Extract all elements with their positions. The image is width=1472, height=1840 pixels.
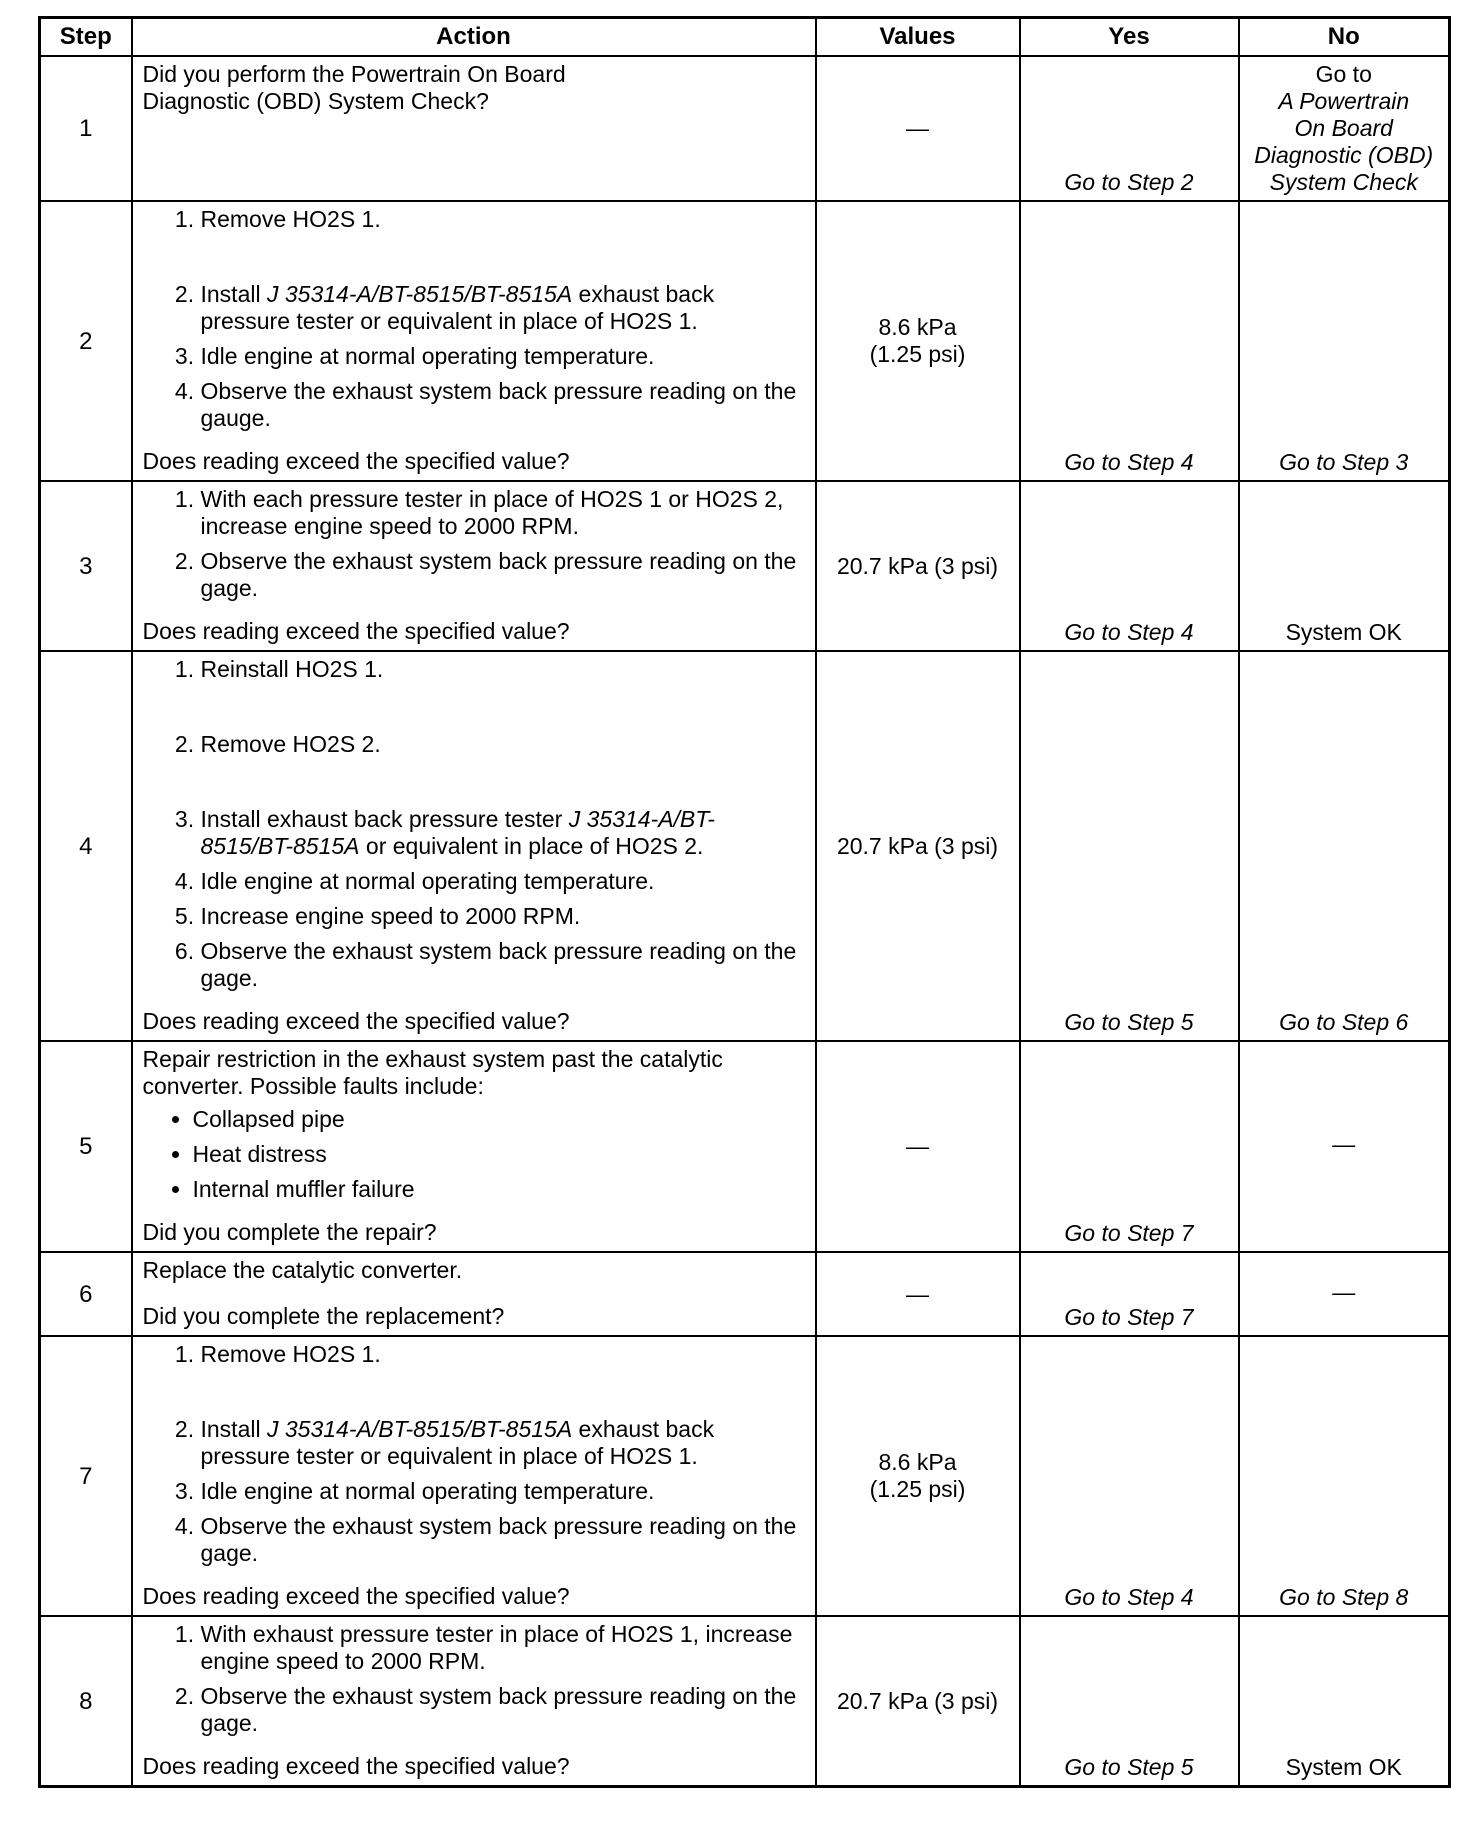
values-cell: 20.7 kPa (3 psi) — [816, 1616, 1020, 1787]
action-item: 1. Remove HO2S 1. — [201, 1341, 807, 1368]
action-item: 1. Reinstall HO2S 1. — [201, 656, 807, 683]
step-number: 2 — [40, 201, 132, 481]
action-question: Did you perform the Powertrain On Board Diagnostic (OBD) System Check? — [142, 61, 566, 114]
action-item: 6. Observe the exhaust system back pressure reading on the gage. — [201, 938, 807, 992]
yes-cell: Go to Step 4 — [1020, 1336, 1239, 1616]
values-cell: 20.7 kPa (3 psi) — [816, 651, 1020, 1041]
action-item: 3. Idle engine at normal operating temperature. — [201, 343, 807, 370]
header-yes: Yes — [1020, 18, 1239, 57]
diagnostic-table — [38, 16, 1451, 1788]
yes-cell: Go to Step 5 — [1020, 651, 1239, 1041]
table-row — [40, 201, 1450, 481]
action-question: Does reading exceed the specified value? — [142, 1753, 570, 1779]
yes-cell: Go to Step 7 — [1020, 1252, 1239, 1336]
step-number: 4 — [40, 651, 132, 1041]
action-item: 1. Remove HO2S 1. — [201, 206, 807, 233]
fault-item: • Internal muffler failure — [193, 1176, 807, 1203]
tool-number: J 35314-A/BT-8515/BT-8515A — [266, 1416, 573, 1442]
action-intro: Repair restriction in the exhaust system past the catalytic converter. Possible faults include: — [142, 1046, 723, 1099]
table-row — [40, 651, 1450, 1041]
action-item: 1. With each pressure tester in place of HO2S 1 or HO2S 2, increase engine speed to 2000 RPM. — [201, 486, 807, 540]
yes-cell: Go to Step 4 — [1020, 481, 1239, 651]
action-item: 1. With exhaust pressure tester in place of HO2S 1, increase engine speed to 2000 RPM. — [201, 1621, 807, 1675]
action-item: 2. Remove HO2S 2. — [201, 731, 807, 758]
header-values: Values — [816, 18, 1020, 57]
action-cell — [132, 481, 816, 651]
no-line: Diagnostic (OBD) — [1254, 142, 1434, 168]
action-cell — [132, 56, 816, 201]
no-cell: System OK — [1239, 481, 1450, 651]
action-item: 3. Install exhaust back pressure tester J 35314-A/BT-8515/BT-8515A or equivalent in place of HO2S 2. — [201, 806, 807, 860]
action-question: Does reading exceed the specified value? — [142, 1008, 570, 1034]
no-cell: Go to Step 3 — [1239, 201, 1450, 481]
step-number: 5 — [40, 1041, 132, 1252]
values-cell — [816, 1336, 1020, 1616]
yes-cell: Go to Step 4 — [1020, 201, 1239, 481]
action-cell — [132, 1041, 816, 1252]
table-row — [40, 1336, 1450, 1616]
action-item: 4. Idle engine at normal operating temperature. — [201, 868, 807, 895]
header-no: No — [1239, 18, 1450, 57]
no-cell: — — [1239, 1252, 1450, 1336]
action-question: Does reading exceed the specified value? — [142, 1583, 570, 1609]
tool-number: J 35314-A/BT-8515/BT-8515A — [266, 281, 573, 307]
action-item: 2. Observe the exhaust system back pressure reading on the gage. — [201, 1683, 807, 1737]
action-cell — [132, 1616, 816, 1787]
fault-item: • Heat distress — [193, 1141, 807, 1168]
step-number: 1 — [40, 56, 132, 201]
action-question: Did you complete the replacement? — [142, 1303, 505, 1329]
action-item: 5. Increase engine speed to 2000 RPM. — [201, 903, 807, 930]
action-cell — [132, 1252, 816, 1336]
action-item: 4. Observe the exhaust system back pressure reading on the gage. — [201, 1513, 807, 1567]
step-number: 8 — [40, 1616, 132, 1787]
values-cell: — — [816, 56, 1020, 201]
table-row — [40, 56, 1450, 201]
fault-item: • Collapsed pipe — [193, 1106, 807, 1133]
no-cell — [1239, 56, 1450, 201]
step-number: 6 — [40, 1252, 132, 1336]
no-line: System Check — [1269, 169, 1418, 195]
action-question: Did you complete the repair? — [142, 1219, 437, 1245]
no-line: A Powertrain — [1278, 88, 1410, 114]
action-cell — [132, 201, 816, 481]
table-row — [40, 1041, 1450, 1252]
no-cell: System OK — [1239, 1616, 1450, 1787]
step-number: 3 — [40, 481, 132, 651]
header-row — [40, 18, 1450, 57]
action-cell — [132, 651, 816, 1041]
action-question: Does reading exceed the specified value? — [142, 448, 570, 474]
table-row — [40, 1252, 1450, 1336]
table-row — [40, 1616, 1450, 1787]
values-cell: 20.7 kPa (3 psi) — [816, 481, 1020, 651]
no-cell: Go to Step 6 — [1239, 651, 1450, 1041]
yes-cell: Go to Step 7 — [1020, 1041, 1239, 1252]
yes-cell: Go to Step 5 — [1020, 1616, 1239, 1787]
tool-number: J 35314-A/BT-8515/BT-8515A — [200, 806, 715, 859]
action-cell — [132, 1336, 816, 1616]
action-intro: Replace the catalytic converter. — [142, 1257, 463, 1283]
header-action: Action — [132, 18, 816, 57]
action-item: 2. Install J 35314-A/BT-8515/BT-8515A exhaust back pressure tester or equivalent in place of HO2S 1. — [201, 1416, 807, 1470]
action-item: 2. Observe the exhaust system back pressure reading on the gage. — [201, 548, 807, 602]
no-line: Go to — [1315, 61, 1372, 87]
no-cell: — — [1239, 1041, 1450, 1252]
step-number: 7 — [40, 1336, 132, 1616]
action-item: 2. Install J 35314-A/BT-8515/BT-8515A exhaust back pressure tester or equivalent in place of HO2S 1. — [201, 281, 807, 335]
action-item: 3. Idle engine at normal operating temperature. — [201, 1478, 807, 1505]
header-step: Step — [40, 18, 132, 57]
values-cell: — — [816, 1252, 1020, 1336]
action-item: 4. Observe the exhaust system back pressure reading on the gauge. — [201, 378, 807, 432]
value-line: 8.6 kPa — [878, 314, 957, 340]
value-line: 8.6 kPa — [878, 1449, 957, 1475]
values-cell — [816, 201, 1020, 481]
yes-cell: Go to Step 2 — [1020, 56, 1239, 201]
action-question: Does reading exceed the specified value? — [142, 618, 570, 644]
table-row — [40, 481, 1450, 651]
no-line: On Board — [1294, 115, 1393, 141]
values-cell: — — [816, 1041, 1020, 1252]
value-line: (1.25 psi) — [869, 1476, 966, 1502]
value-line: (1.25 psi) — [869, 341, 966, 367]
no-cell: Go to Step 8 — [1239, 1336, 1450, 1616]
